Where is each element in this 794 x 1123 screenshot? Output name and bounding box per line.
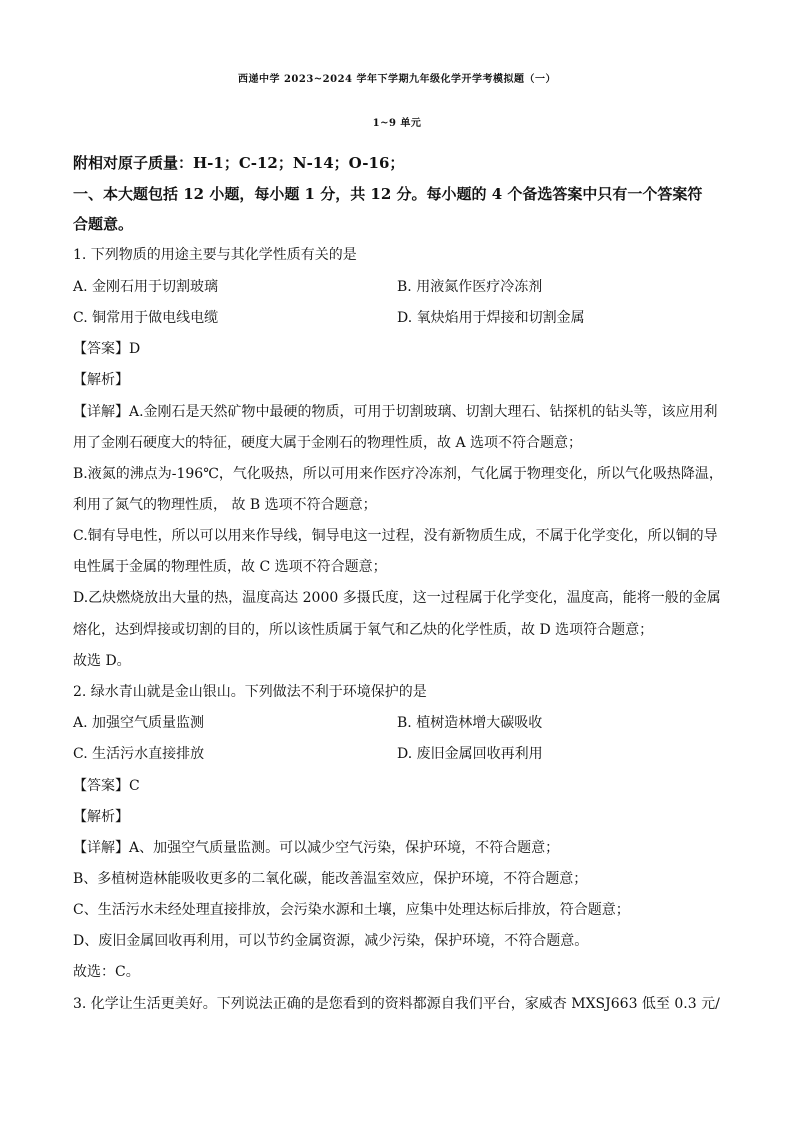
question-1-detail-line: 电性属于金属的物理性质，故 C 选项不符合题意； bbox=[73, 559, 387, 575]
question-3-stem: 3. 化学让生活更美好。下列说法正确的是您看到的资料都源自我们平台，家威杏 MXSJ663 低至 0.3 元/ bbox=[73, 996, 720, 1012]
question-1-option-d: D. 氧炔焰用于焊接和切割金属 bbox=[397, 310, 585, 326]
question-1-detail-line: 熔化，达到焊接或切割的目的，所以该性质属于氧气和乙炔的化学性质，故 D 选项符合题意； bbox=[73, 622, 654, 638]
question-1-option-c: C. 铜常用于做电线电缆 bbox=[73, 310, 219, 326]
question-2-detail-line: C、生活污水未经处理直接排放，会污染水源和土壤，应集中处理达标后排放，符合题意； bbox=[73, 902, 630, 918]
question-2-detail-line: B、多植树造林能吸收更多的二氧化碳，能改善温室效应，保护环境，不符合题意； bbox=[73, 871, 588, 887]
question-1-detail-line: D.乙炔燃烧放出大量的热，温度高达 2000 多摄氏度，这一过程属于化学变化，温度高，能将一般的金属 bbox=[73, 590, 721, 606]
question-2-option-c: C. 生活污水直接排放 bbox=[73, 746, 205, 762]
question-1-option-b: B. 用液氮作医疗冷冻剂 bbox=[397, 279, 543, 295]
question-1-conclusion: 故选 D。 bbox=[73, 653, 131, 669]
question-2-option-d: D. 废旧金属回收再利用 bbox=[397, 746, 543, 762]
question-2-answer: 【答案】C bbox=[73, 778, 140, 794]
question-2-option-a: A. 加强空气质量监测 bbox=[73, 715, 205, 731]
question-1-analysis-label: 【解析】 bbox=[73, 372, 129, 388]
section-instructions-line-2: 合题意。 bbox=[73, 215, 134, 233]
question-2-detail-line: D、废旧金属回收再利用，可以节约金属资源，减少污染，保护环境，不符合题意。 bbox=[73, 933, 589, 949]
document-title: 西递中学 2023~2024 学年下学期九年级化学开学考模拟题（一） bbox=[237, 74, 556, 85]
document-subtitle: 1~9 单元 bbox=[372, 118, 422, 129]
question-1-stem: 1. 下列物质的用途主要与其化学性质有关的是 bbox=[73, 247, 357, 263]
question-1-detail-line: 利用了氮气的物理性质， 故 B 选项不符合题意； bbox=[73, 497, 377, 513]
question-1-detail-line: B.液氮的沸点为-196℃，气化吸热，所以可用来作医疗冷冻剂，气化属于物理变化，所以气化吸热降温， bbox=[73, 466, 723, 482]
question-1-detail-line: C.铜有导电性，所以可以用来作导线，铜导电这一过程，没有新物质生成，不属于化学变化，所以铜的导 bbox=[73, 528, 718, 544]
question-1-detail-line: 用了金刚石硬度大的特征，硬度大属于金刚石的物理性质，故 A 选项不符合题意； bbox=[73, 435, 583, 451]
question-1-detail-line: 【详解】A.金刚石是天然矿物中最硬的物质，可用于切割玻璃、切割大理石、钻探机的钻头等，该应用利 bbox=[73, 404, 718, 420]
question-2-detail-line: 【详解】A、加强空气质量监测。可以减少空气污染，保护环境，不符合题意； bbox=[73, 840, 560, 856]
question-1-answer: 【答案】D bbox=[73, 341, 141, 357]
atomic-mass-note: 附相对原子质量：H-1；C-12；N-14；O-16； bbox=[73, 154, 405, 172]
question-2-conclusion: 故选：C。 bbox=[73, 964, 140, 980]
section-instructions-line-1: 一、本大题包括 12 小题，每小题 1 分，共 12 分。每小题的 4 个备选答案中只有一个答案符 bbox=[73, 185, 703, 203]
question-2-option-b: B. 植树造林增大碳吸收 bbox=[397, 715, 543, 731]
question-2-analysis-label: 【解析】 bbox=[73, 809, 129, 825]
question-2-stem: 2. 绿水青山就是金山银山。下列做法不利于环境保护的是 bbox=[73, 684, 427, 700]
question-1-option-a: A. 金刚石用于切割玻璃 bbox=[73, 279, 219, 295]
